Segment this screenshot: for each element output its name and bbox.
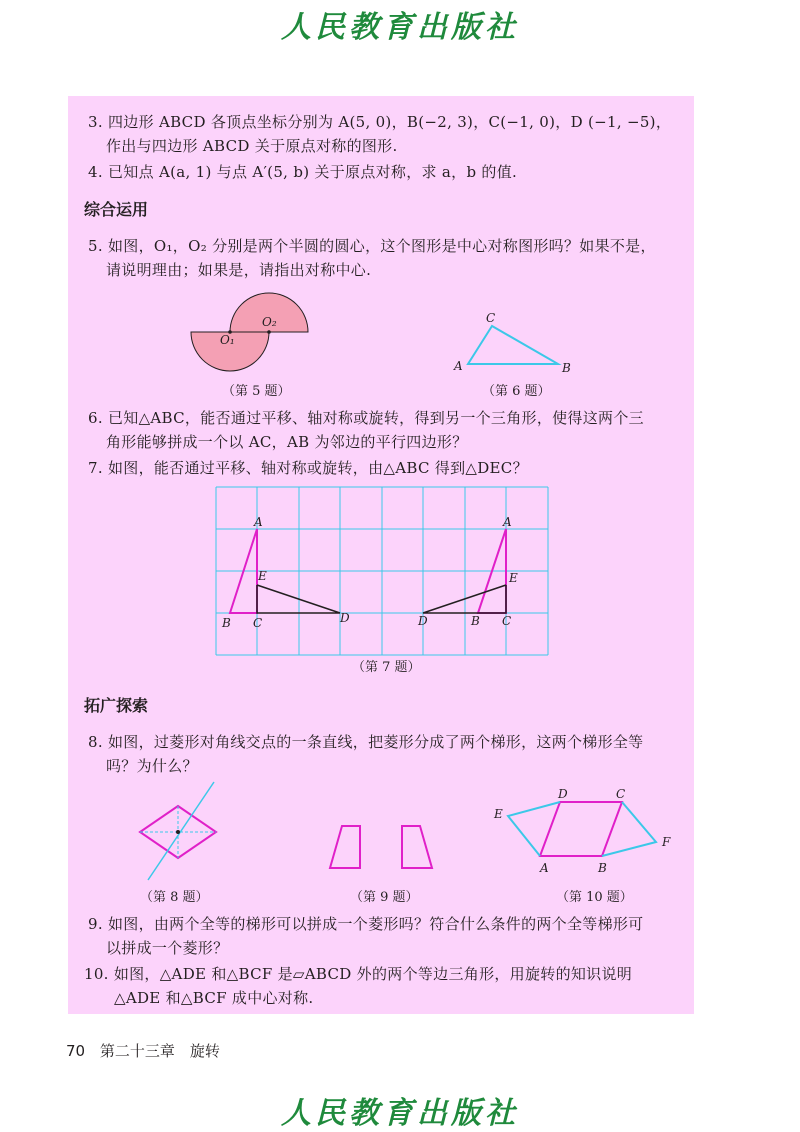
figure-5-semicircles: [180, 286, 320, 382]
fig7-left-label-d: D: [340, 611, 350, 625]
label-a: A: [454, 359, 463, 373]
problem-3-line-1: 3. 四边形 ABCD 各顶点坐标分别为 A(5, 0)，B(−2, 3)，C(−1, 0)，D (−1, −5)，: [88, 113, 672, 131]
figure-9-trapezoids: [320, 816, 440, 876]
label-o1: O₁: [220, 333, 235, 347]
figure-7-grid: [210, 484, 556, 664]
figure-6-triangle: [450, 306, 580, 376]
fig7-left-label-b: B: [222, 616, 231, 630]
problem-10-line-1: 10. 如图，△ADE 和△BCF 是▱ABCD 外的两个等边三角形，用旋转的知识说明: [84, 965, 633, 983]
fig7-right-label-b: B: [471, 614, 480, 628]
section-heading-comprehensive: 综合运用: [84, 200, 149, 219]
problem-10-line-2: △ADE 和△BCF 成中心对称.: [114, 989, 314, 1007]
problem-7: 7. 如图，能否通过平移、轴对称或旋转，由△ABC 得到△DEC？: [88, 459, 528, 477]
problem-6-line-2: 角形能够拼成一个以 AC，AB 为邻边的平行四边形？: [106, 433, 468, 451]
figure-10-parallelogram: [488, 784, 688, 880]
caption-figure-8: （第 8 题）: [140, 890, 209, 905]
fig10-label-a: A: [540, 861, 549, 875]
label-o2: O₂: [262, 315, 277, 329]
fig7-right-label-e: E: [509, 571, 518, 585]
publisher-logo-top: 人民教育出版社: [281, 10, 519, 45]
page-number: 70: [66, 1042, 86, 1060]
fig7-left-label-c: C: [253, 616, 263, 630]
caption-figure-6: （第 6 题）: [482, 384, 551, 399]
problem-4: 4. 已知点 A(a, 1) 与点 A′(5, b) 关于原点对称，求 a，b 的值.: [88, 163, 518, 181]
fig7-left-label-e: E: [258, 569, 267, 583]
caption-figure-9: （第 9 题）: [350, 890, 419, 905]
label-b: B: [562, 361, 571, 375]
problem-3-line-2: 作出与四边形 ABCD 关于原点对称的图形.: [106, 137, 398, 155]
chapter-title: 第二十三章 旋转: [99, 1042, 220, 1060]
fig7-right-label-c: C: [502, 614, 512, 628]
fig10-label-d: D: [558, 787, 568, 801]
problem-9-line-1: 9. 如图，由两个全等的梯形可以拼成一个菱形吗？符合什么条件的两个全等梯形可: [88, 915, 644, 933]
problem-5-line-1: 5. 如图，O₁，O₂ 分别是两个半圆的圆心，这个图形是中心对称图形吗？如果不是，: [88, 237, 656, 255]
caption-figure-5: （第 5 题）: [222, 384, 291, 399]
fig7-left-label-a: A: [254, 515, 263, 529]
section-heading-extension: 拓广探索: [84, 696, 149, 715]
fig10-label-b: B: [598, 861, 607, 875]
fig7-right-label-d: D: [418, 614, 428, 628]
problem-9-line-2: 以拼成一个菱形？: [106, 939, 229, 957]
fig10-label-c: C: [616, 787, 626, 801]
fig7-right-label-a: A: [503, 515, 512, 529]
caption-figure-7: （第 7 题）: [352, 660, 421, 675]
caption-figure-10: （第 10 题）: [556, 890, 633, 905]
fig10-label-f: F: [662, 835, 671, 849]
problem-6-line-1: 6. 已知△ABC，能否通过平移、轴对称或旋转，得到另一个三角形，使得这两个三: [88, 409, 644, 427]
page-footer: [66, 1040, 220, 1061]
label-c: C: [486, 311, 496, 325]
problem-8-line-1: 8. 如图，过菱形对角线交点的一条直线，把菱形分成了两个梯形，这两个梯形全等: [88, 733, 644, 751]
figure-8-rhombus: [130, 776, 230, 886]
fig10-label-e: E: [494, 807, 503, 821]
publisher-logo-bottom: 人民教育出版社: [281, 1096, 519, 1131]
problem-8-line-2: 吗？为什么？: [106, 757, 198, 775]
problem-5-line-2: 请说明理由；如果是，请指出对称中心.: [106, 261, 372, 279]
